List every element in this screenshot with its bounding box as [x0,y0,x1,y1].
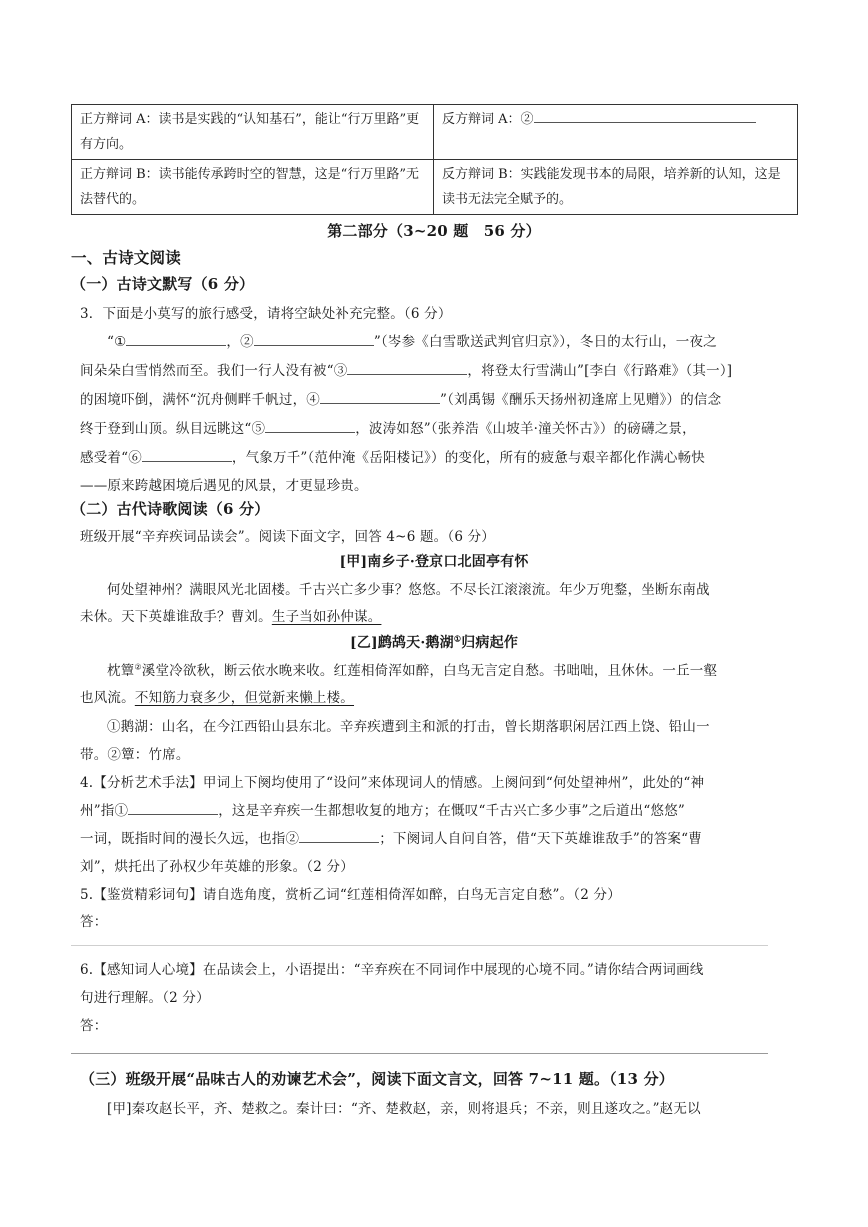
question-4-text: 刘”，烘托出了孙权少年英雄的形象。（2 分） [80,859,354,875]
q4-text: ；下阕词人自问自答，借“天下英雄谁敌手”的答案“曹 [379,831,702,847]
q4-text: 一词，既指时间的漫长久远，也指② [80,831,300,847]
section-intro: 班级开展“辛弃疾词品读会”。阅读下面文字，回答 4~6 题。（6 分） [80,529,496,545]
pro-argument-b: 正方辩词 B：读书能传承跨时空的智慧，这是“行万里路”无法替代的。 [72,160,434,215]
answer-label: 答： [80,1018,108,1034]
poem-b-title-text: 归病起作 [461,635,519,651]
answer-blank-q4-2[interactable] [299,828,379,843]
subsection-title: （一）古诗文默写（6 分） [71,275,255,293]
question-3-text [107,330,717,350]
q3-text: ，② [226,334,254,350]
poem-b-underlined: 不知筋力衰多少，但觉新来懒上楼。 [134,690,355,706]
q3-text: “① [107,334,127,350]
poem-b-text: 也风流。 [80,690,135,706]
q3-text: 的困境吓倒，满怀“沉舟侧畔千帆过，④ [80,392,321,408]
q3-text: ”（岑参《白雪歌送武判官归京》），冬日的太行山，一夜之 [373,334,717,350]
poem-a-underlined: 生子当如孙仲谋。 [271,609,382,625]
answer-blank-q3-5[interactable] [265,418,355,433]
question-4-text [80,827,702,847]
question-6-text: 句进行理解。（2 分） [80,990,210,1006]
poem-b-text: 溪堂冷欲秋，断云依水晚来收。红莲相倚浑如醉，白鸟无言定自愁。书咄咄，且休休。一丘一壑 [141,663,718,679]
question-6-text: 6.【感知词人心境】在品读会上，小语提出：“辛弃疾在不同词作中展现的心境不同。”请你结合两词画线 [80,962,704,978]
question-3-text [80,388,721,408]
answer-blank-q4-1[interactable] [128,800,218,815]
answer-blank-q3-6[interactable] [142,447,232,462]
answer-line[interactable] [71,945,768,946]
q3-text: ”（刘禹锡《酬乐天扬州初逢席上见赠》）的信念 [440,392,722,408]
poem-a-line [80,605,381,625]
answer-blank-q3-1[interactable] [126,331,226,346]
poem-b-line [107,659,717,679]
q4-text: 州”指① [80,803,129,819]
footnote-mark: ② [134,662,142,672]
q3-text: ，将登太行雪满山”[李白《行路难》（其一）] [467,363,733,379]
question-4-text: 4.【分析艺术手法】甲词上下阕均使用了“设问”来体现词人的情感。上阕问到“何处望神州”，此处的“神 [80,775,705,791]
poem-a-text: 未休。天下英雄谁敌手？曹刘。 [80,609,272,625]
poem-b-title-text: [乙]鹧鸪天·鹅湖 [349,635,454,651]
question-4-text [80,799,685,819]
poem-b-text: 枕簟 [107,663,135,679]
footnote: ①鹅湖：山名，在今江西铅山县东北。辛弃疾遭到主和派的打击，曾长期落职闲居江西上饶、铅山一 [107,719,710,735]
poem-b-title [0,632,868,652]
answer-blank-2[interactable] [534,108,756,123]
footnote-mark: ① [453,633,462,644]
q4-text: ，这是辛弃疾一生都想收复的地方；在慨叹“千古兴亡多少事”之后道出“悠悠” [218,803,686,819]
q3-text: ，波涛如怒”（张养浩《山坡羊·潼关怀古》）的磅礴之景， [355,421,696,437]
question-3-text [80,359,732,379]
answer-blank-q3-4[interactable] [320,389,440,404]
question-3-text: ——原来跨越困境后遇见的风景，才更显珍贵。 [80,478,368,494]
debate-row [72,105,798,160]
part-two-title: 第二部分（3~20 题 56 分） [327,222,541,240]
subsection-title: （三）班级开展“品味古人的劝谏艺术会”，阅读下面文言文，回答 7~11 题。（13 分） [80,1070,674,1088]
answer-label: 答： [80,914,108,930]
question-3-text [80,446,705,466]
prose-line: [甲]秦攻赵长平，齐、楚救之。秦计曰：“齐、楚救赵，亲，则将退兵；不亲，则且遂攻之。”赵无以 [107,1101,701,1117]
debate-table [71,104,798,215]
question-3-text [80,417,696,437]
poem-b-line [80,686,354,706]
q3-text: 间朵朵白雪悄然而至。我们一行人没有被“③ [80,363,348,379]
pro-argument-a: 正方辩词 A：读书是实践的“认知基石”，能让“行万里路”更有方向。 [72,105,434,160]
con-argument-a [434,105,798,160]
answer-blank-q3-2[interactable] [254,331,374,346]
answer-line[interactable] [71,1053,768,1054]
poem-a-line: 何处望神州？满眼风光北固楼。千古兴亡多少事？悠悠。不尽长江滚滚流。年少万兜鍪，坐断东南战 [107,582,710,598]
footnote: 带。②簟：竹席。 [80,747,190,763]
poem-a-title: [甲]南乡子·登京口北固亭有怀 [339,554,529,570]
question-3-prompt: 3．下面是小莫写的旅行感受，请将空缺处补充完整。（6 分） [80,306,452,322]
q3-text: 终于登到山顶。纵目远眺这“⑤ [80,421,266,437]
section-title: 一、古诗文阅读 [71,248,181,267]
subsection-title: （二）古代诗歌阅读（6 分） [71,500,270,518]
q3-text: 感受着“⑥ [80,450,142,466]
q3-text: ，气象万千”（范仲淹《岳阳楼记》）的变化，所有的疲惫与艰辛都化作满心畅快 [231,450,706,466]
answer-blank-q3-3[interactable] [347,360,467,375]
question-5-text: 5.【鉴赏精彩词句】请自选角度，赏析乙词“红莲相倚浑如醉，白鸟无言定自愁”。（2 分） [80,887,621,903]
debate-row [72,160,798,215]
con-argument-a-label: 反方辩词 A：② [442,112,534,127]
con-argument-b: 反方辩词 B：实践能发现书本的局限，培养新的认知，这是读书无法完全赋予的。 [434,160,798,215]
